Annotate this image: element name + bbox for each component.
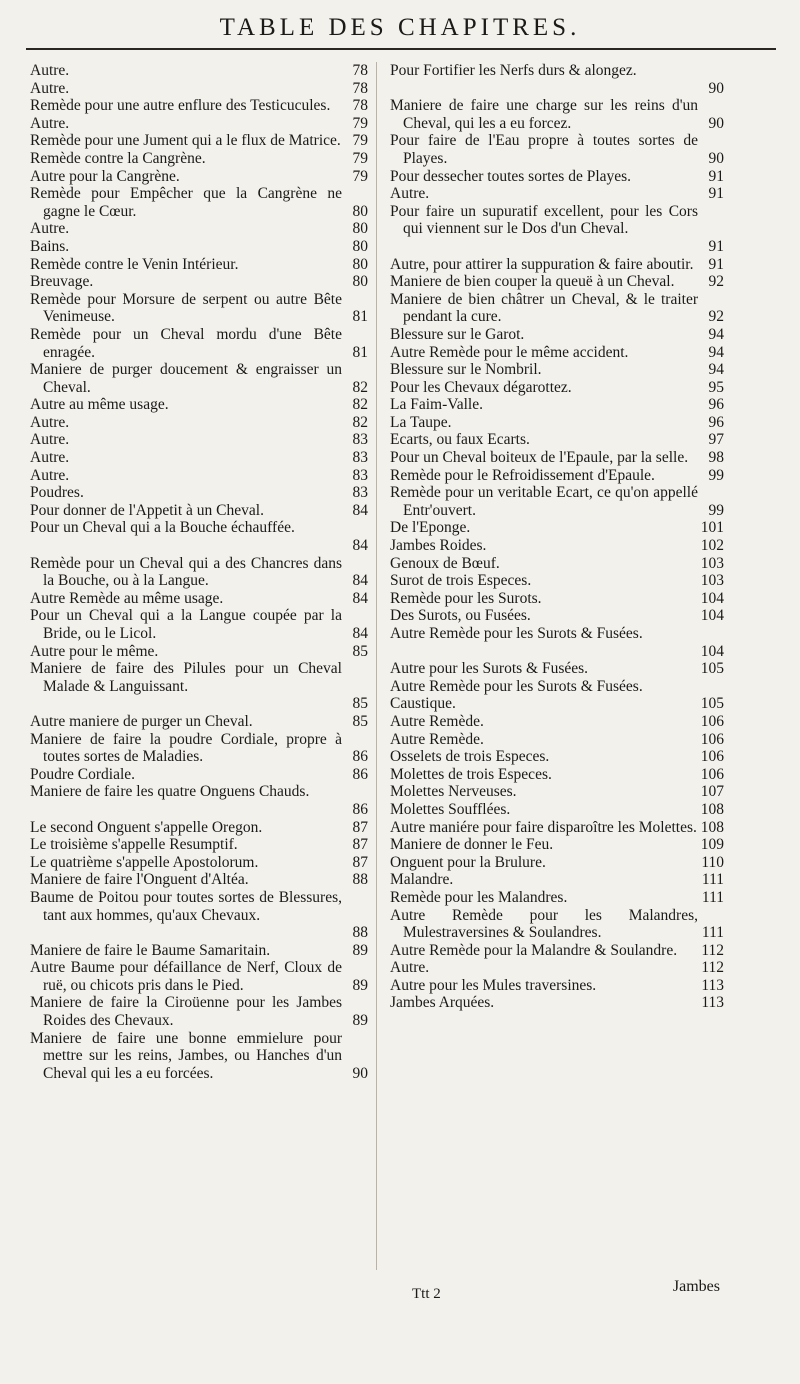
toc-entry [30,519,368,554]
toc-entry-title: Le quatrième s'appelle Apostolorum. [30,853,259,871]
toc-entry [390,203,724,256]
toc-entry-page: 90 [708,149,724,167]
toc-entry-title: La Taupe. [390,413,452,431]
toc-entry [390,607,724,625]
toc-entry [390,396,724,414]
toc-entry-title: Poudre Cordiale. [30,765,136,783]
toc-entry [390,132,724,167]
toc-entry-title: Remède pour les Malandres. [390,888,568,906]
toc-entry-title: Autre. [30,62,70,79]
toc-entry-page: 94 [708,361,724,379]
toc-entry [390,889,724,907]
toc-entry [30,414,368,432]
toc-entry-page: 104 [700,589,724,607]
toc-entry [390,836,724,854]
toc-entry-page: 91 [708,255,724,273]
toc-entry-title: Maniere de faire une bonne emmielure pour mettre sur les reins, Jambes, ou Hanches d'un Cheval qui les a eu forcées. [30,1029,342,1082]
toc-entry-page: 92 [708,273,724,291]
toc-entry-title: Autre. [30,431,70,449]
toc-entry [390,361,724,379]
toc-entry [30,80,368,98]
header-rule [26,48,776,50]
toc-entry [390,660,724,678]
toc-entry-page: 107 [700,783,724,801]
toc-entry-title: Maniere de faire une charge sur les reins d'un Cheval, qui les a eu forcez. [390,97,698,132]
toc-entry-page: 111 [701,871,724,889]
toc-entry [390,766,724,784]
toc-entry-page: 95 [708,378,724,396]
toc-entry-title: Autre Baume pour défaillance de Nerf, Cloux de ruë, ou chicots pris dans le Pied. [30,959,342,994]
toc-entry-title: Genoux de Bœuf. [390,554,500,572]
toc-entry-page: 106 [700,765,724,783]
toc-entry-page: 88 [352,871,368,889]
toc-entry [390,713,724,731]
toc-entry-title: Autre. [30,114,70,132]
toc-entry [390,449,724,467]
toc-entry-page: 113 [701,994,724,1012]
toc-entry-title: Poudres. [30,484,84,502]
toc-entry-title: Autre pour la Cangrène. [30,167,180,185]
toc-entry-title: Jambes Roides. [390,537,487,555]
toc-entry-title: Autre Remède. [390,730,484,748]
toc-entry-title: Pour donner de l'Appetit à un Cheval. [30,501,264,519]
toc-entry [30,115,368,133]
toc-entry-page: 91 [708,185,724,203]
toc-entry [30,132,368,150]
toc-entry [30,889,368,942]
toc-entry-title: Autre au même usage. [30,396,169,414]
toc-entry [30,854,368,872]
toc-entry [30,731,368,766]
toc-entry-page: 83 [352,466,368,484]
toc-entry-page: 104 [700,607,724,625]
toc-entry-title: Osselets de trois Especes. [390,748,550,766]
toc-entry-page: 86 [352,765,368,783]
toc-entry-page: 80 [352,273,368,291]
toc-entry [390,977,724,995]
toc-entry [30,361,368,396]
toc-entry [390,942,724,960]
toc-entry-page: 80 [352,255,368,273]
toc-entry-title: Remède pour Morsure de serpent ou autre Bête Venimeuse. [30,290,342,326]
toc-entry-title: Maniere de faire la Ciroüenne pour les Jambes Roides des Chevaux. [30,994,342,1030]
toc-entry-title: Remède pour le Refroidissement d'Epaule. [390,466,655,484]
toc-entry-page: 94 [708,343,724,361]
toc-entry [390,801,724,819]
toc-entry-title: Remède pour Empêcher que la Cangrène ne gagne le Cœur. [30,185,342,220]
toc-entry-page: 105 [700,660,724,678]
toc-entry-title: Autre pour le même. [30,642,159,660]
toc-entry-title: Autre. [30,449,70,467]
toc-entry-title: Remède pour un Cheval qui a des Chancres dans la Bouche, ou à la Langue. [30,554,342,590]
toc-entry [30,783,368,818]
toc-entry [390,62,724,97]
toc-entry [390,273,724,291]
toc-entry-title: Jambes Arquées. [390,994,495,1012]
toc-entry [30,150,368,168]
toc-entry [390,994,724,1012]
toc-entry-title: Autre. [30,466,70,484]
toc-entry [390,256,724,274]
toc-entry-page: 112 [701,959,724,977]
toc-entry [30,97,368,115]
toc-entry-page: 82 [352,378,368,396]
toc-right-column [390,62,724,1012]
toc-entry [390,431,724,449]
toc-entry-page: 103 [700,572,724,590]
column-divider [376,62,377,1270]
toc-entry [390,731,724,749]
toc-entry-title: Bains. [30,237,70,255]
toc-entry-title: Molettes Soufflées. [390,800,511,818]
toc-entry [30,994,368,1029]
toc-entry-page: 97 [708,431,724,449]
toc-entry-page: 86 [352,748,368,766]
toc-entry-title: Pour faire un supuratif excellent, pour les Cors qui viennent sur le Dos d'un Cheval. [390,202,698,238]
toc-entry-title: Ecarts, ou faux Ecarts. [390,431,530,449]
toc-entry-page: 113 [701,976,724,994]
toc-entry-title: Autre maniére pour faire disparoître les Molettes. [390,818,697,836]
toc-entry [390,907,724,942]
toc-entry-page: 90 [352,1064,368,1082]
toc-entry [390,854,724,872]
toc-entry-page: 89 [352,941,368,959]
catchword: Jambes [672,1278,720,1295]
toc-entry-page: 79 [352,132,368,150]
toc-entry-title: Autre Remède pour la Malandre & Soulandre. [390,941,678,959]
toc-entry-title: Autre. [30,220,70,238]
toc-entry-page: 111 [701,924,724,942]
toc-entry-page: 108 [700,800,724,818]
toc-entry-page: 84 [352,537,368,555]
toc-entry-title: Autre Remède pour les Surots & Fusées. [390,625,643,642]
toc-entry [390,97,724,132]
toc-entry-page: 108 [700,818,724,836]
toc-entry-page: 96 [708,413,724,431]
toc-entry-title: Remède pour une autre enflure des Testicucules. [30,97,331,115]
toc-entry [390,484,724,519]
toc-entry-page: 81 [352,308,368,326]
toc-entry-page: 106 [700,730,724,748]
toc-entry-page: 101 [700,519,724,537]
toc-entry-title: Pour un Cheval qui a la Langue coupée par la Bride, ou le Licol. [30,607,342,642]
toc-entry-page: 92 [708,308,724,326]
toc-entry-title: Autre. [30,413,70,431]
toc-entry-title: Remède pour une Jument qui a le flux de Matrice. [30,132,341,150]
toc-entry-title: Blessure sur le Garot. [390,325,525,343]
toc-entry-title: Autre Remède pour les Surots & Fusées. [390,677,643,695]
toc-entry-page: 84 [352,572,368,590]
toc-entry-page: 87 [352,818,368,836]
toc-entry-title: Pour Fortifier les Nerfs durs & alongez. [390,62,637,79]
toc-entry-page: 90 [708,79,724,97]
toc-entry-page: 102 [700,537,724,555]
toc-entry-title: Pour un Cheval qui a la Bouche échauffée. [30,519,295,537]
toc-entry [390,414,724,432]
toc-entry [30,871,368,889]
toc-entry [30,185,368,220]
toc-entry-page: 79 [352,167,368,185]
toc-entry-page: 106 [700,712,724,730]
toc-entry-page: 96 [708,396,724,414]
toc-entry-title: Autre maniere de purger un Cheval. [30,712,253,730]
toc-entry-title: De l'Eponge. [390,519,471,537]
toc-entry-page: 99 [708,501,724,519]
toc-entry [390,695,724,713]
toc-entry-title: Onguent pour la Brulure. [390,853,546,871]
toc-entry-page: 83 [352,449,368,467]
toc-entry-page: 104 [700,642,724,660]
toc-entry-title: Autre. [390,185,430,203]
toc-entry-page: 83 [352,484,368,502]
toc-entry [30,449,368,467]
toc-entry-page: 78 [352,62,368,79]
toc-entry [30,168,368,186]
toc-entry-title: Des Surots, ou Fusées. [390,607,531,625]
toc-entry [30,256,368,274]
toc-entry [30,590,368,608]
toc-entry-page: 110 [701,853,724,871]
toc-entry-title: Autre Remède au même usage. [30,589,224,607]
toc-entry-title: Maniere de faire la poudre Cordiale, propre à toutes sortes de Maladies. [30,730,342,766]
toc-entry [390,344,724,362]
toc-entry [390,572,724,590]
toc-entry [30,959,368,994]
toc-entry-title: Maniere de purger doucement & engraisser un Cheval. [30,361,342,396]
toc-entry-page: 87 [352,853,368,871]
toc-entry-page: 109 [700,836,724,854]
toc-entry-page: 85 [352,642,368,660]
toc-entry-page: 88 [352,924,368,942]
toc-entry-title: Maniere de bien couper la queuë à un Cheval. [390,273,675,291]
toc-entry-page: 84 [352,625,368,642]
toc-entry-title: Maniere de bien châtrer un Cheval, & le traiter pendant la cure. [390,290,698,326]
toc-entry [30,643,368,661]
toc-entry-page: 89 [352,1012,368,1030]
toc-entry [30,942,368,960]
toc-entry-page: 78 [352,79,368,97]
toc-entry-page: 85 [352,695,368,713]
toc-entry-title: Malandre. [390,871,454,889]
toc-entry-title: Remède contre la Cangrène. [30,149,206,167]
toc-entry [390,467,724,485]
toc-entry [30,238,368,256]
toc-entry [30,467,368,485]
toc-entry-page: 89 [352,976,368,994]
toc-entry-title: Molettes Nerveuses. [390,783,517,801]
toc-entry-page: 80 [352,220,368,238]
toc-entry-page: 99 [708,466,724,484]
toc-entry-page: 94 [708,325,724,343]
toc-entry-title: Remède contre le Venin Intérieur. [30,255,239,273]
toc-entry-page: 82 [352,413,368,431]
toc-entry [30,326,368,361]
toc-entry-title: Pour dessecher toutes sortes de Playes. [390,167,632,185]
toc-entry [30,1030,368,1083]
toc-entry [390,168,724,186]
toc-entry [30,396,368,414]
toc-entry [30,766,368,784]
toc-entry-title: Autre. [390,959,430,977]
toc-entry-page: 105 [700,695,724,713]
toc-entry-page: 85 [352,712,368,730]
toc-entry-page: 84 [352,589,368,607]
toc-entry-page: 103 [700,554,724,572]
toc-entry-title: Autre Remède pour les Malandres, Mulestraversines & Soulandres. [390,906,698,942]
toc-entry-page: 106 [700,748,724,766]
toc-entry [30,220,368,238]
toc-entry [390,519,724,537]
toc-entry [30,555,368,590]
toc-entry [30,819,368,837]
toc-entry-title: Autre, pour attirer la suppuration & faire aboutir. [390,255,694,273]
toc-entry [30,484,368,502]
toc-entry [390,959,724,977]
toc-entry-title: Maniere de donner le Feu. [390,836,554,854]
signature-mark: Ttt 2 [412,1286,441,1302]
toc-entry-title: Autre pour les Surots & Fusées. [390,660,589,678]
toc-entry-title: Maniere de faire les quatre Onguens Chauds. [30,783,310,801]
toc-entry-page: 79 [352,114,368,132]
toc-entry-page: 90 [708,114,724,132]
toc-entry [390,871,724,889]
toc-entry [390,748,724,766]
toc-entry-page: 81 [352,343,368,361]
toc-entry [30,713,368,731]
toc-entry [390,185,724,203]
toc-entry [390,819,724,837]
toc-entry [390,590,724,608]
toc-entry [390,326,724,344]
toc-entry-title: Pour un Cheval boiteux de l'Epaule, par la selle. [390,449,689,467]
toc-entry-page: 84 [352,501,368,519]
toc-entry-title: Pour faire de l'Eau propre à toutes sortes de Playes. [390,132,698,167]
toc-entry-page: 112 [701,941,724,959]
toc-entry-title: Le second Onguent s'appelle Oregon. [30,818,263,836]
page-header-title: TABLE DES CHAPITRES. [219,14,581,41]
toc-entry-title: Molettes de trois Especes. [390,765,552,783]
toc-entry-title: Maniere de faire le Baume Samaritain. [30,941,271,959]
toc-entry-title: Autre. [30,79,70,97]
toc-entry-title: Autre pour les Mules traversines. [390,976,597,994]
toc-entry-page: 91 [708,167,724,185]
toc-entry-page: 83 [352,431,368,449]
toc-entry-page: 78 [352,97,368,115]
toc-entry-title: Maniere de faire des Pilules pour un Cheval Malade & Languissant. [30,660,342,695]
toc-entry-page: 98 [708,449,724,467]
toc-entry [30,836,368,854]
toc-entry [30,502,368,520]
toc-entry-title: Baume de Poitou pour toutes sortes de Blessures, tant aux hommes, qu'aux Chevaux. [30,888,342,924]
toc-entry [30,273,368,291]
toc-entry-page: 82 [352,396,368,414]
toc-entry [390,555,724,573]
toc-entry-title: Maniere de faire l'Onguent d'Altéa. [30,871,249,889]
toc-entry-title: Autre Remède pour le même accident. [390,343,629,361]
toc-entry [390,379,724,397]
toc-entry [390,783,724,801]
toc-entry-title: Le troisième s'appelle Resumptif. [30,836,238,854]
toc-entry-page: 91 [708,237,724,255]
toc-entry-title: Remède pour les Surots. [390,589,542,607]
toc-entry-title: Remède pour un Cheval mordu d'une Bête enragée. [30,325,342,361]
toc-entry [390,678,724,696]
toc-entry-page: 86 [352,800,368,818]
toc-entry-title: La Faim-Valle. [390,396,483,414]
toc-entry-page: 111 [701,888,724,906]
toc-entry-page: 79 [352,149,368,167]
toc-entry [30,62,368,80]
toc-entry [30,660,368,713]
toc-entry-page: 87 [352,836,368,854]
toc-left-column [30,62,368,1082]
toc-entry [390,625,724,660]
toc-entry-page: 80 [352,202,368,220]
toc-entry-title: Remède pour un veritable Ecart, ce qu'on appellé Entr'ouvert. [390,484,698,519]
toc-entry [30,291,368,326]
toc-entry [30,431,368,449]
toc-entry-title: Breuvage. [30,273,94,291]
toc-entry-title: Caustique. [390,695,456,713]
toc-entry-title: Pour les Chevaux dégarottez. [390,378,572,396]
toc-entry-title: Blessure sur le Nombril. [390,361,542,379]
toc-entry-page: 80 [352,237,368,255]
toc-entry [30,607,368,642]
toc-entry [390,291,724,326]
toc-entry [390,537,724,555]
toc-entry-title: Surot de trois Especes. [390,572,532,590]
toc-entry-title: Autre Remède. [390,712,484,730]
